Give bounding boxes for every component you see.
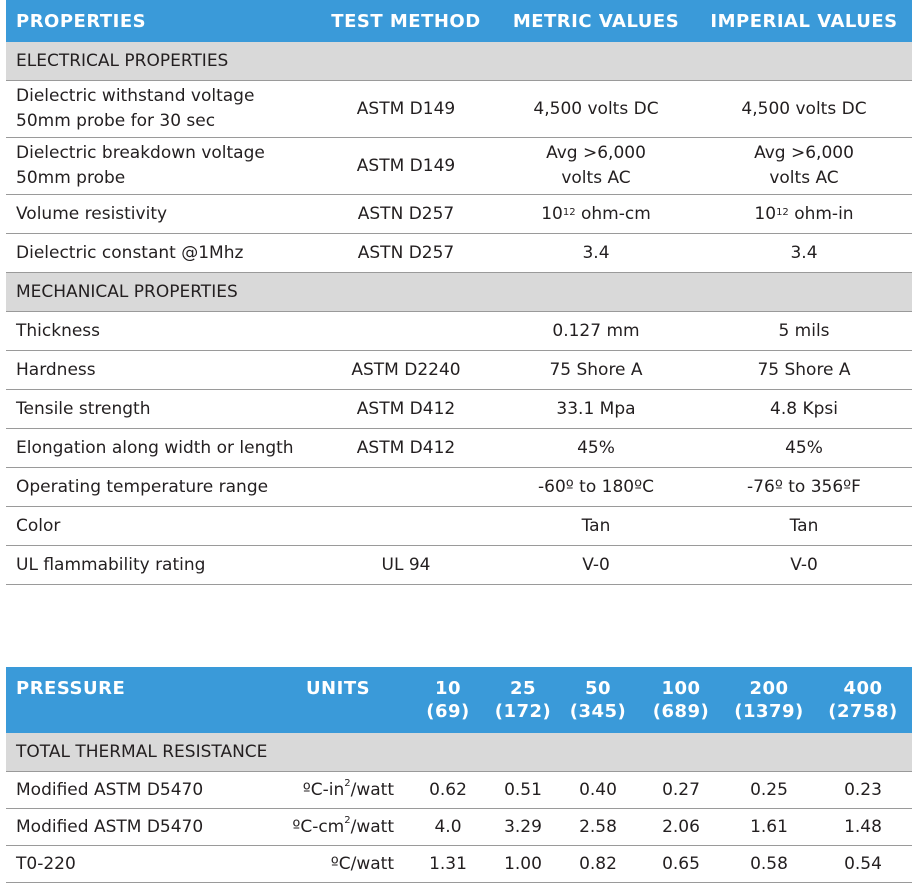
property-label-line: 50mm probe xyxy=(16,168,126,188)
metric-value: 0.127 mm xyxy=(496,312,696,351)
test-label: Modified ASTM D5470 xyxy=(6,809,268,846)
header-pressure-col xyxy=(558,667,638,733)
metric-base: 10 xyxy=(541,203,563,224)
table-row xyxy=(6,846,912,883)
header-kpa: (172) xyxy=(494,701,552,722)
table-row xyxy=(6,429,912,468)
resistance-value: 0.51 xyxy=(488,772,558,809)
section-title-thermal-resistance: TOTAL THERMAL RESISTANCE xyxy=(6,733,912,772)
header-kpa: (1379) xyxy=(734,701,804,722)
imperial-value: 4.8 Kpsi xyxy=(696,390,912,429)
metric-value: 3.4 xyxy=(496,234,696,273)
header-kpa: (2758) xyxy=(828,701,898,722)
test-method: ASTM D149 xyxy=(316,138,496,195)
resistance-value: 0.58 xyxy=(724,846,814,883)
test-method: ASTN D257 xyxy=(316,234,496,273)
resistance-value: 1.61 xyxy=(724,809,814,846)
table-row xyxy=(6,546,912,585)
test-method xyxy=(316,507,496,546)
table-row xyxy=(6,195,912,234)
imperial-value xyxy=(696,195,912,234)
imperial-value: Tan xyxy=(696,507,912,546)
imperial-value: V-0 xyxy=(696,546,912,585)
metric-value xyxy=(496,138,696,195)
property-label: Volume resistivity xyxy=(6,195,316,234)
test-label: Modified ASTM D5470 xyxy=(6,772,268,809)
metric-value: 4,500 volts DC xyxy=(496,81,696,138)
header-pressure: PRESSURE xyxy=(6,667,268,733)
imperial-value: 4,500 volts DC xyxy=(696,81,912,138)
imperial-value: 45% xyxy=(696,429,912,468)
header-psi: 400 xyxy=(843,678,883,699)
resistance-value: 0.54 xyxy=(814,846,912,883)
header-psi: 50 xyxy=(584,678,612,699)
resistance-value: 1.00 xyxy=(488,846,558,883)
property-label: Color xyxy=(6,507,316,546)
table-row xyxy=(6,138,912,195)
metric-unit: ohm-cm xyxy=(575,203,651,224)
table-row xyxy=(6,809,912,846)
header-pressure-col xyxy=(638,667,724,733)
header-kpa: (69) xyxy=(426,701,470,722)
unit-suffix: /watt xyxy=(350,780,394,800)
section-title-electrical: ELECTRICAL PROPERTIES xyxy=(6,42,912,81)
section-row-electrical xyxy=(6,42,912,81)
table-row xyxy=(6,351,912,390)
header-kpa: (689) xyxy=(652,701,710,722)
pressure-header-row xyxy=(6,667,912,733)
metric-value xyxy=(496,195,696,234)
unit-exponent: 2 xyxy=(344,815,351,826)
test-method xyxy=(316,468,496,507)
header-pressure-col xyxy=(408,667,488,733)
resistance-value: 0.65 xyxy=(638,846,724,883)
resistance-value: 0.23 xyxy=(814,772,912,809)
imperial-value: 5 mils xyxy=(696,312,912,351)
section-row-thermal-resistance xyxy=(6,733,912,772)
table-row xyxy=(6,234,912,273)
metric-value: 45% xyxy=(496,429,696,468)
properties-table xyxy=(6,0,912,585)
unit-exponent: 2 xyxy=(344,778,351,789)
metric-value-line: volts AC xyxy=(561,168,631,188)
property-label: Operating temperature range xyxy=(6,468,316,507)
table-row xyxy=(6,81,912,138)
property-label xyxy=(6,81,316,138)
imperial-value: 3.4 xyxy=(696,234,912,273)
unit-base: ºC/watt xyxy=(330,854,394,874)
property-label: Dielectric constant @1Mhz xyxy=(6,234,316,273)
metric-exponent: 12 xyxy=(562,206,576,218)
resistance-value: 2.58 xyxy=(558,809,638,846)
imperial-value-line: Avg >6,000 xyxy=(754,143,854,163)
metric-value: 75 Shore A xyxy=(496,351,696,390)
resistance-value: 0.27 xyxy=(638,772,724,809)
imperial-value xyxy=(696,138,912,195)
header-pressure-col xyxy=(724,667,814,733)
imperial-base: 10 xyxy=(754,203,777,224)
resistance-value: 0.25 xyxy=(724,772,814,809)
resistance-value: 1.48 xyxy=(814,809,912,846)
header-psi: 25 xyxy=(509,678,537,699)
property-label: Thickness xyxy=(6,312,316,351)
section-title-mechanical: MECHANICAL PROPERTIES xyxy=(6,273,912,312)
unit-cell xyxy=(268,772,408,809)
resistance-value: 0.62 xyxy=(408,772,488,809)
header-units: UNITS xyxy=(268,667,408,733)
section-row-mechanical xyxy=(6,273,912,312)
metric-value-line: Avg >6,000 xyxy=(546,143,646,163)
unit-suffix: /watt xyxy=(350,817,394,837)
property-label-line: Dielectric withstand voltage xyxy=(16,86,255,106)
property-label: Hardness xyxy=(6,351,316,390)
metric-value: 33.1 Mpa xyxy=(496,390,696,429)
imperial-value-line: volts AC xyxy=(769,168,839,188)
property-label-line: 50mm probe for 30 sec xyxy=(16,111,216,131)
metric-value: -60º to 180ºC xyxy=(496,468,696,507)
test-method: ASTN D257 xyxy=(316,195,496,234)
header-pressure-col xyxy=(814,667,912,733)
header-test-method: TEST METHOD xyxy=(316,0,496,42)
unit-base: ºC-in xyxy=(302,780,345,800)
property-label: Tensile strength xyxy=(6,390,316,429)
metric-value: V-0 xyxy=(496,546,696,585)
test-method: UL 94 xyxy=(316,546,496,585)
table-row xyxy=(6,772,912,809)
resistance-value: 0.40 xyxy=(558,772,638,809)
header-metric-values: METRIC VALUES xyxy=(496,0,696,42)
table-row xyxy=(6,507,912,546)
resistance-value: 4.0 xyxy=(408,809,488,846)
table-row xyxy=(6,312,912,351)
test-method: ASTM D412 xyxy=(316,390,496,429)
test-method xyxy=(316,312,496,351)
unit-base: ºC-cm xyxy=(292,817,345,837)
imperial-unit: ohm-in xyxy=(788,203,854,224)
pressure-table xyxy=(6,667,912,883)
header-properties: PROPERTIES xyxy=(6,0,316,42)
table-row xyxy=(6,468,912,507)
resistance-value: 1.31 xyxy=(408,846,488,883)
test-label: T0-220 xyxy=(6,846,268,883)
unit-cell xyxy=(268,809,408,846)
property-label-line: Dielectric breakdown voltage xyxy=(16,143,265,163)
header-psi: 100 xyxy=(661,678,701,699)
imperial-value: 75 Shore A xyxy=(696,351,912,390)
property-label: Elongation along width or length xyxy=(6,429,316,468)
header-pressure-col xyxy=(488,667,558,733)
test-method: ASTM D149 xyxy=(316,81,496,138)
imperial-exponent: 12 xyxy=(776,206,789,218)
metric-value: Tan xyxy=(496,507,696,546)
property-label: UL flammability rating xyxy=(6,546,316,585)
header-psi: 10 xyxy=(434,678,462,699)
test-method: ASTM D2240 xyxy=(316,351,496,390)
test-method: ASTM D412 xyxy=(316,429,496,468)
resistance-value: 2.06 xyxy=(638,809,724,846)
header-psi: 200 xyxy=(749,678,789,699)
properties-header-row xyxy=(6,0,912,42)
imperial-value: -76º to 356ºF xyxy=(696,468,912,507)
resistance-value: 3.29 xyxy=(488,809,558,846)
header-kpa: (345) xyxy=(569,701,627,722)
unit-cell xyxy=(268,846,408,883)
header-imperial-values: IMPERIAL VALUES xyxy=(696,0,912,42)
property-label xyxy=(6,138,316,195)
table-row xyxy=(6,390,912,429)
resistance-value: 0.82 xyxy=(558,846,638,883)
